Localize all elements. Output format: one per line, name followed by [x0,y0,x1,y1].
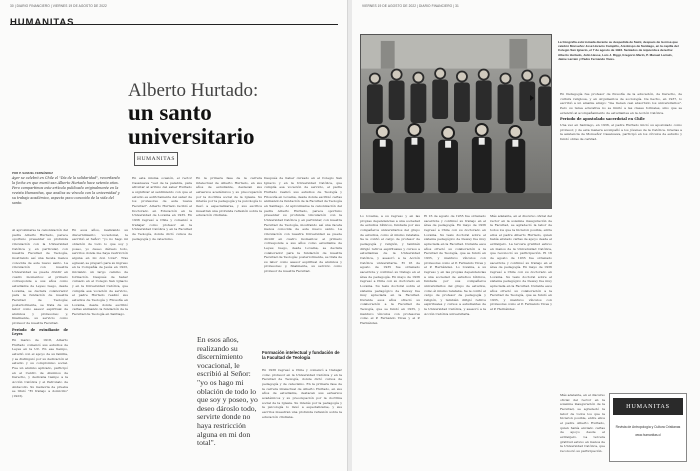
ad-text: Revista de Antropología y Cultura Cristianas [615,425,681,429]
humanitas-advertisement [609,393,687,462]
headline [128,80,343,149]
mouse-pointer [530,95,534,101]
right-column-3 [490,214,552,464]
ad-url: www.humanitas.cl [635,432,661,437]
column-1-text: Al aproximarse la canonización del padre Alberto Hurtado, parece oportuno presentar su profunda vinculación con la Universidad Católica y, en particular, con nuestra Facultad de Teología, mostrando así una faceta menos conocida de este nuevo santo. La vinculación con nuestra Universidad se puede dividir en cuatro momentos: el primero corresponde a sus años como estudiante de Leyes; luego, desde Lovaina, se declara colaborador para la fundación de nuestra Facultad de Teología; posteriormente, se trata de su labor como asesor espiritual de alumnos y profesores; y, finalmente, su servicio como profesor de nuestra Facultad. [12,228,68,326]
group-photo-image [361,35,551,208]
column-3-text: En esta misma ocasión, el rector Casanueva "ved de la palabra, para afrontar al arrimo del saber Hurtado a significar al sentimiento con que el estudio es estrictamente del saber de los profesores de esta nueva Facultad". Alberto Hurtado recibió el Doctorado en Educación en la Universidad de Lovaina en 1935. [132,176,192,218]
right-column-5 [560,393,605,463]
column-1b-text: En marzo de 1918, Alberto Hurtado comenzó sus estudios de Leyes en la UC. En ese tiempo, estudió con el apoyo de su familia, y se distinguió por su dedicación al estudio y su compromiso social. Fue un alumno aplicado, participó en el Centro de Alumnos de Derecho, y dedicaba tiempo a la Acción Católica y el Patronato de Andacollo. Su memoria de prueba se tituló "El trabajo a domicilio" (1923). [12,338,68,398]
right-column-4-text: En Pedagogía fue profesor de filosofía de la educación, de Derecho, de cultura religiosa, y en Argumentos de sociología. De hecho, en 1937, lo escribió a un amable amigo: "me tienen casi absorbido los universitarios". Pero su tarea educativa no se limitó a las clases formales, sino que se extendió al acompañamiento de estudiantes en la Acción Católica. [560,92,682,115]
subhead-formacion: Formación intelectual y fundación de la Facultad de Teología [262,350,340,361]
lead-paragraph: Ayer se celebró en Chile el "Día de la solidaridad", recordando la fecha en que murió san Alberto Hurtado hace setenta años. Pero compartimos este artículo publicado originalmente en la revista Humanitas, que analiza su vínculo con la universidad y su trabajo académico, aspecto poco conocido de la vida del santo. [12,176,120,205]
article-column-4 [196,176,262,331]
column-5b-text: Al aproximarse la canonización del padre Alberto Hurtado, parece oportuno presentar su profunda vinculación con la Universidad Católica y, en particular, con nuestra Facultad de Teología, mostrando así una faceta menos conocida de este nuevo santo. La vinculación con nuestra Universidad se puede dividir en cuatro momentos: el primero corresponde a sus años como estudiante de Leyes; luego, desde Lovaina, se declara colaborador para la fundación de nuestra Facultad de Teología; posteriormente, se trata de su labor como asesor espiritual de alumnos y profesores; y, finalmente, su servicio como profesor de nuestra Facultad. [264,203,342,274]
article-column-3 [132,176,192,464]
section-title: HUMANITAS [10,17,75,28]
subhead-estudiante: Período de estudiante de Leyes [12,327,68,337]
article-column-1 [12,228,68,464]
column-4-text: En la primera fase de la carrera intelectual de Alberto Hurtado, en sus años de estudiante, destacan sus esfuerzos académicos y su preocupación por la doctrina social de la Iglesia. Su interés por la pedagogía y la psicología lo llevó a especializarse, y sus escritos muestran una profunda reflexión sobre la educación cristiana. [196,176,262,218]
article-column-6 [262,368,342,464]
column-3b-text: En 1936 regresó a Chile y comenzó a trabajar como profesor en la Universidad Católica y en la Facultad de Teología, donde dictó cursos de pedagogía y de catecismo. [132,213,192,241]
photo-caption: La fotografía está tomada durante su despedida de Saint, después de la misa que celebró Monseñor José Horacio Campillo, Arzobispo de Santiago, en la capilla del Colegio San Ignacio, el 7 de agosto de 1923. Sentados de izquierda a derecha: Alberto Hurtado, Julio Hesse, Luis J. Riggi, Gregorio Marín, P. Manuel Larraín, Jaime Larraín y Padre Fernando Vives. [558,40,679,61]
article-column-2 [72,228,128,464]
subhead-apostolado: Período de apostolado sacerdotal en Chile [560,117,645,122]
humanitas-logo: HUMANITAS [134,152,178,166]
right-column-3-text: Más adelante, en el discurso oficial del rector en la solemne inauguración de la Facultad, se agradeció la labor de todos los que la hicieron posible, entre ellos el padre Alberto Hurtado, quien había enviado cartas de apoyo desde el extranjero. La tercera gratitud estuvo en manos de la Universidad Católica, que reconoció su participación. [490,214,552,256]
right-column-2-text: El 16 de agosto de 1935 fue ordenado sacerdote y continuó su trabajo en el área de pedagogía. En mayo de 1936 regresó a Chile con su doctorado en Lovaina. Su tesis doctoral sobre el sistema pedagógico de Dewey fue muy apreciada en la Facultad. Durante esos años ofreció su colaboración a la Facultad de Teología, que se fundó en 1935, y mantuvo vínculos con profesores como el P. Fernando Vives y el P. Hernández. [424,214,486,270]
article-column-5 [264,176,342,346]
pull-quote: En esos años, realizando su discernimiento vocacional, le escribió al Señor: "yo os hago mi oblación de todo lo que soy y poseo, yo deseo dároslo todo, servirte donde no haya restricción alguna en mi don total". [197,335,258,448]
right-column-3b-text: El 16 de agosto de 1935 fue ordenado sacerdote y continuó su trabajo en el área de pedagogía. En mayo de 1936 regresó a Chile con su doctorado en Lovaina. Su tesis doctoral sobre el sistema pedagógico de Dewey fue muy apreciada en la Facultad. Durante esos años ofreció su colaboración a la Facultad de Teología, que se fundó en 1935, y mantuvo vínculos con profesores como el P. Fernando Vives y el P. Hernández. [490,251,552,312]
right-column-1-text: Lo Iovaina, a su regreso y en las propias dependencias a una sociedad de estudios bíblicos, fundada por sus compañeros universitarios del grupo de estudios, como él mismo relataba. Se le confió el cargo de profesor de pedagogía y religión, y también dirigió retiros espirituales y cursos a estudiantes de la Universidad Católica, y asesoró a la Acción Católica universitaria. [360,214,420,265]
headline-line-2: un santo universitario [128,100,255,149]
right-column-1 [360,214,420,464]
left-page [0,0,348,471]
right-column-4 [560,92,682,388]
column-2b-text: Después de haber cursado en el Colegio San Ignacio y en la Universidad Católica, que cumplía esa vocación de servicio, el padre Hurtado realizó sus estudios de Teología y Filosofía en Lovaina, desde donde escribió cartas animando la fundación de la Facultad de Teología en Santiago. [72,274,128,316]
right-column-2b-text: Lo Iovaina, a su regreso y en las propias dependencias a una sociedad de estudios bíblicos, fundada por sus compañeros universitarios del grupo de estudios, como él mismo relataba. Se le confió el cargo de profesor de pedagogía y religión, y también dirigió retiros espirituales y cursos a estudiantes de la Universidad Católica, y asesoró a la Acción Católica universitaria. [424,265,486,316]
right-folio: VIERNES 19 DE AGOSTO DE 2022 | DIARIO FINANCIERO | 31 [362,4,459,8]
column-2-text: En esos años, realizando su discernimiento vocacional, le escribió al Señor: "yo no hago mi oblación de todo lo que soy y poseo, yo deseo dárselo todo, serviros donde me haya restricción alguna en mi don total". Tras egresar, se preparó para su ingreso en la Compañía de Jesús en 1923, iniciando un largo camino de formación. [72,228,128,279]
right-column-4b-text: Una vez en Santiago, en 1936, el padre Hurtado inició su apostolado como profesor, y de esta manera acompañó a los jóvenes de la Católica. Gracias a la asistencia de Monseñor Casanueva, participó en los círculos de estudio y fundó obras de caridad. [560,122,682,141]
right-column-5-text: Más adelante, en el discurso oficial del rector en la solemne inauguración de la Facultad, se agradeció la labor de todos los que la hicieron posible, entre ellos el padre Alberto Hurtado, quien había enviado cartas de apoyo desde el extranjero. La tercera gratitud estuvo en manos de la Universidad Católica, que reconoció su participación. [560,393,605,453]
ad-brand: HUMANITAS [613,398,683,415]
column-5-text: Después de haber cursado en el Colegio San Ignacio y en la Universidad Católica, que cumplía esa vocación de servicio, el padre Hurtado realizó sus estudios de Teología y Filosofía en Lovaina, desde donde escribió cartas animando la fundación de la Facultad de Teología en Santiago. [264,176,342,208]
column-6-text: En 1936 regresó a Chile y comenzó a trabajar como profesor en la Universidad Católica y en la Facultad de Teología, donde dictó cursos de pedagogía y de catecismo. [262,368,342,386]
section-header [10,10,338,28]
headline-line-1: Alberto Hurtado: [128,80,259,101]
right-column-1b-text: El 16 de agosto de 1935 fue ordenado sacerdote y continuó su trabajo en el área de pedagogía. En mayo de 1936 regresó a Chile con su doctorado en Lovaina. Su tesis doctoral sobre el sistema pedagógico de Dewey fue muy apreciada en la Facultad. Durante esos años ofreció su colaboración a la Facultad de Teología, que se fundó en 1935, y mantuvo vínculos con profesores como el P. Fernando Vives y el P. Hernández. [360,260,420,326]
group-photograph [360,34,552,209]
byline: POR P. SAMUEL FERNÁNDEZ [12,171,54,175]
left-folio: 30 | DIARIO FINANCIERO | VIERNES 19 DE AGOSTO DE 2022 [10,4,107,8]
right-column-2 [424,214,486,464]
column-6b-text: En la primera fase de la carrera intelectual de Alberto Hurtado, en sus años de estudiante, destacan sus esfuerzos académicos y su preocupación por la doctrina social de la Iglesia. Su interés por la pedagogía y la psicología lo llevó a especializarse, y sus escritos muestran una profunda reflexión sobre la educación cristiana. [262,381,342,419]
